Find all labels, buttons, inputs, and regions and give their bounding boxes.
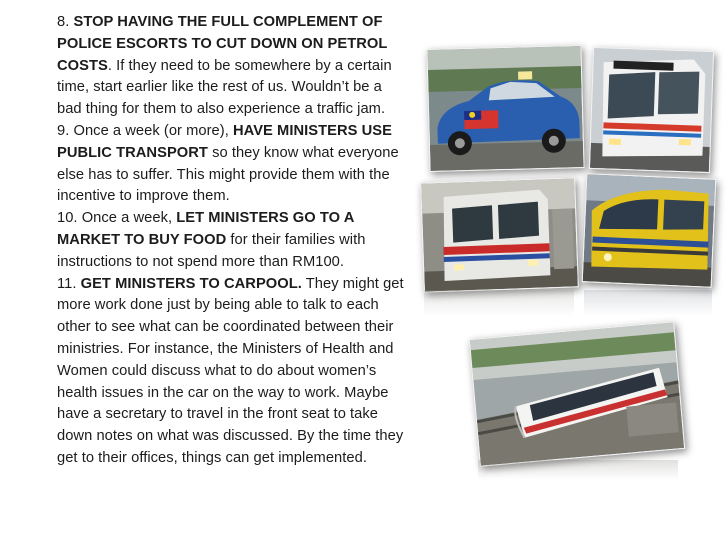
light-rail-photo-icon xyxy=(470,322,684,465)
item-10-heading: LET MINISTERS GO TO A MARKET TO BUY FOOD xyxy=(57,210,354,248)
item-10 xyxy=(57,208,409,273)
taxi-photo xyxy=(426,45,584,172)
commuter-train-photo xyxy=(420,177,579,292)
yellow-train-photo xyxy=(582,173,717,288)
slide-text xyxy=(57,12,409,470)
item-10-lead: 10. Once a week, xyxy=(57,210,177,227)
item-11-body: They might get more work done just by being able to talk to each other to see what can be coordinated between their ministries. For instance, the Ministers of Health and Women could discuss what to do about women’s health issues in the car on the way to work. Maybe have a secretary to travel in the front seat to take down notes on what was discussed. By the time they get to their offices, things can get implemented. xyxy=(57,275,404,466)
item-11-heading: GET MINISTERS TO CARPOOL. xyxy=(80,275,302,292)
item-8-heading: STOP HAVING THE FULL COMPLEMENT OF POLICE ESCORTS TO CUT DOWN ON PETROL COSTS xyxy=(57,14,388,74)
item-9-body: so they know what everyone else has to suffer. This might provide them with the incentive to improve them. xyxy=(57,144,399,205)
item-8 xyxy=(57,12,409,121)
reflection-icon xyxy=(424,290,712,316)
item-9-heading: HAVE MINISTERS USE PUBLIC TRANSPORT xyxy=(57,122,392,161)
yellow-train-photo-icon xyxy=(583,174,716,286)
bus-photo xyxy=(589,47,714,173)
photo-reflection xyxy=(424,290,712,316)
taxi-photo-icon xyxy=(427,46,583,171)
light-rail-photo xyxy=(469,321,685,466)
item-9 xyxy=(57,121,409,208)
light-rail-reflection-icon xyxy=(478,460,678,480)
item-8-number: 8. xyxy=(57,14,74,30)
item-11 xyxy=(57,274,409,470)
item-11-number: 11. xyxy=(57,275,81,292)
commuter-train-photo-icon xyxy=(421,178,578,291)
light-rail-reflection xyxy=(478,460,678,480)
item-8-body: . If they need to be somewhere by a certain time, start earlier like the rest of us. Wouldn’t be a bad thing for them to also experience a traffic jam. xyxy=(57,57,392,118)
item-9-lead: 9. Once a week (or more), xyxy=(57,122,233,139)
bus-photo-icon xyxy=(590,48,713,172)
item-10-body: for their families with instructions to not spend more than RM100. xyxy=(57,231,366,270)
